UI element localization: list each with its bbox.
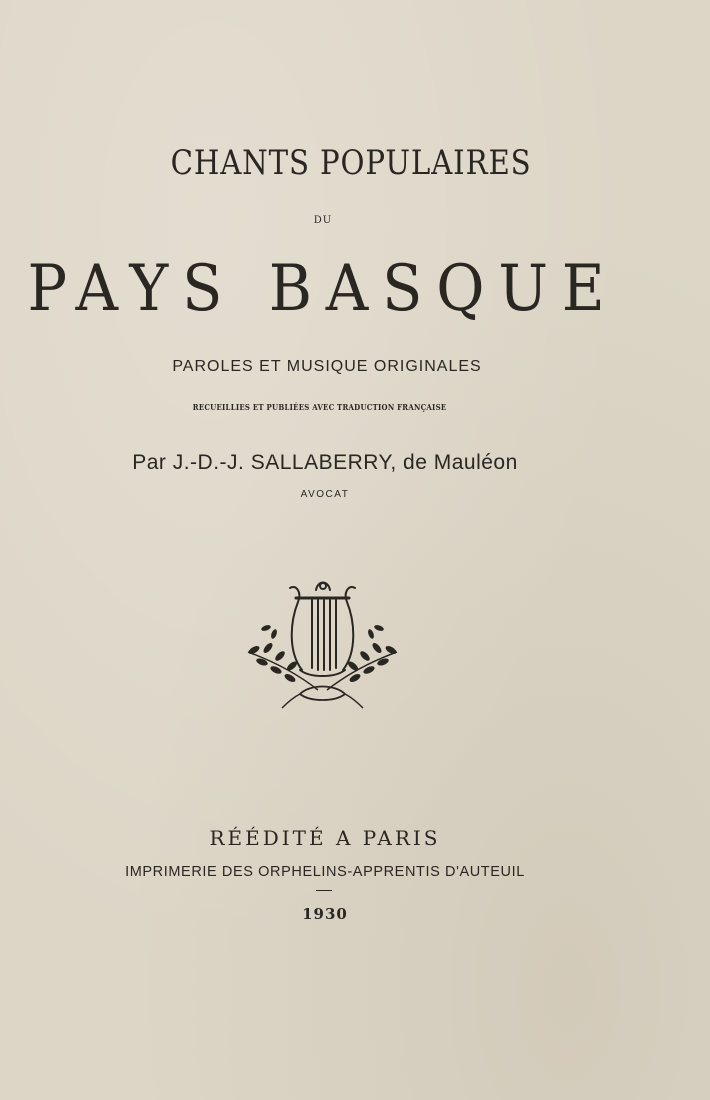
title-connector: DU <box>313 215 333 226</box>
author-line: Par J.-D.-J. SALLABERRY, de Mauléon <box>132 451 518 474</box>
subtitle: PAROLES ET MUSIQUE ORIGINALES <box>172 358 482 375</box>
title-line-2: PAYS BASQUE <box>27 252 619 326</box>
publication-year: 1930 <box>302 905 348 923</box>
printer-line: IMPRIMERIE DES ORPHELINS-APPRENTIS D'AUTEUIL <box>125 864 525 880</box>
publication-place: RÉÉDITÉ A PARIS <box>209 826 441 850</box>
lyre-ornament-icon <box>240 572 405 712</box>
separator-dash <box>316 890 332 891</box>
title-line-1: CHANTS POPULAIRES <box>170 143 532 183</box>
collection-note: RECUEILLIES ET PUBLIÉES AVEC TRADUCTION FRANÇAISE <box>192 403 447 413</box>
author-role: AVOCAT <box>300 489 350 500</box>
